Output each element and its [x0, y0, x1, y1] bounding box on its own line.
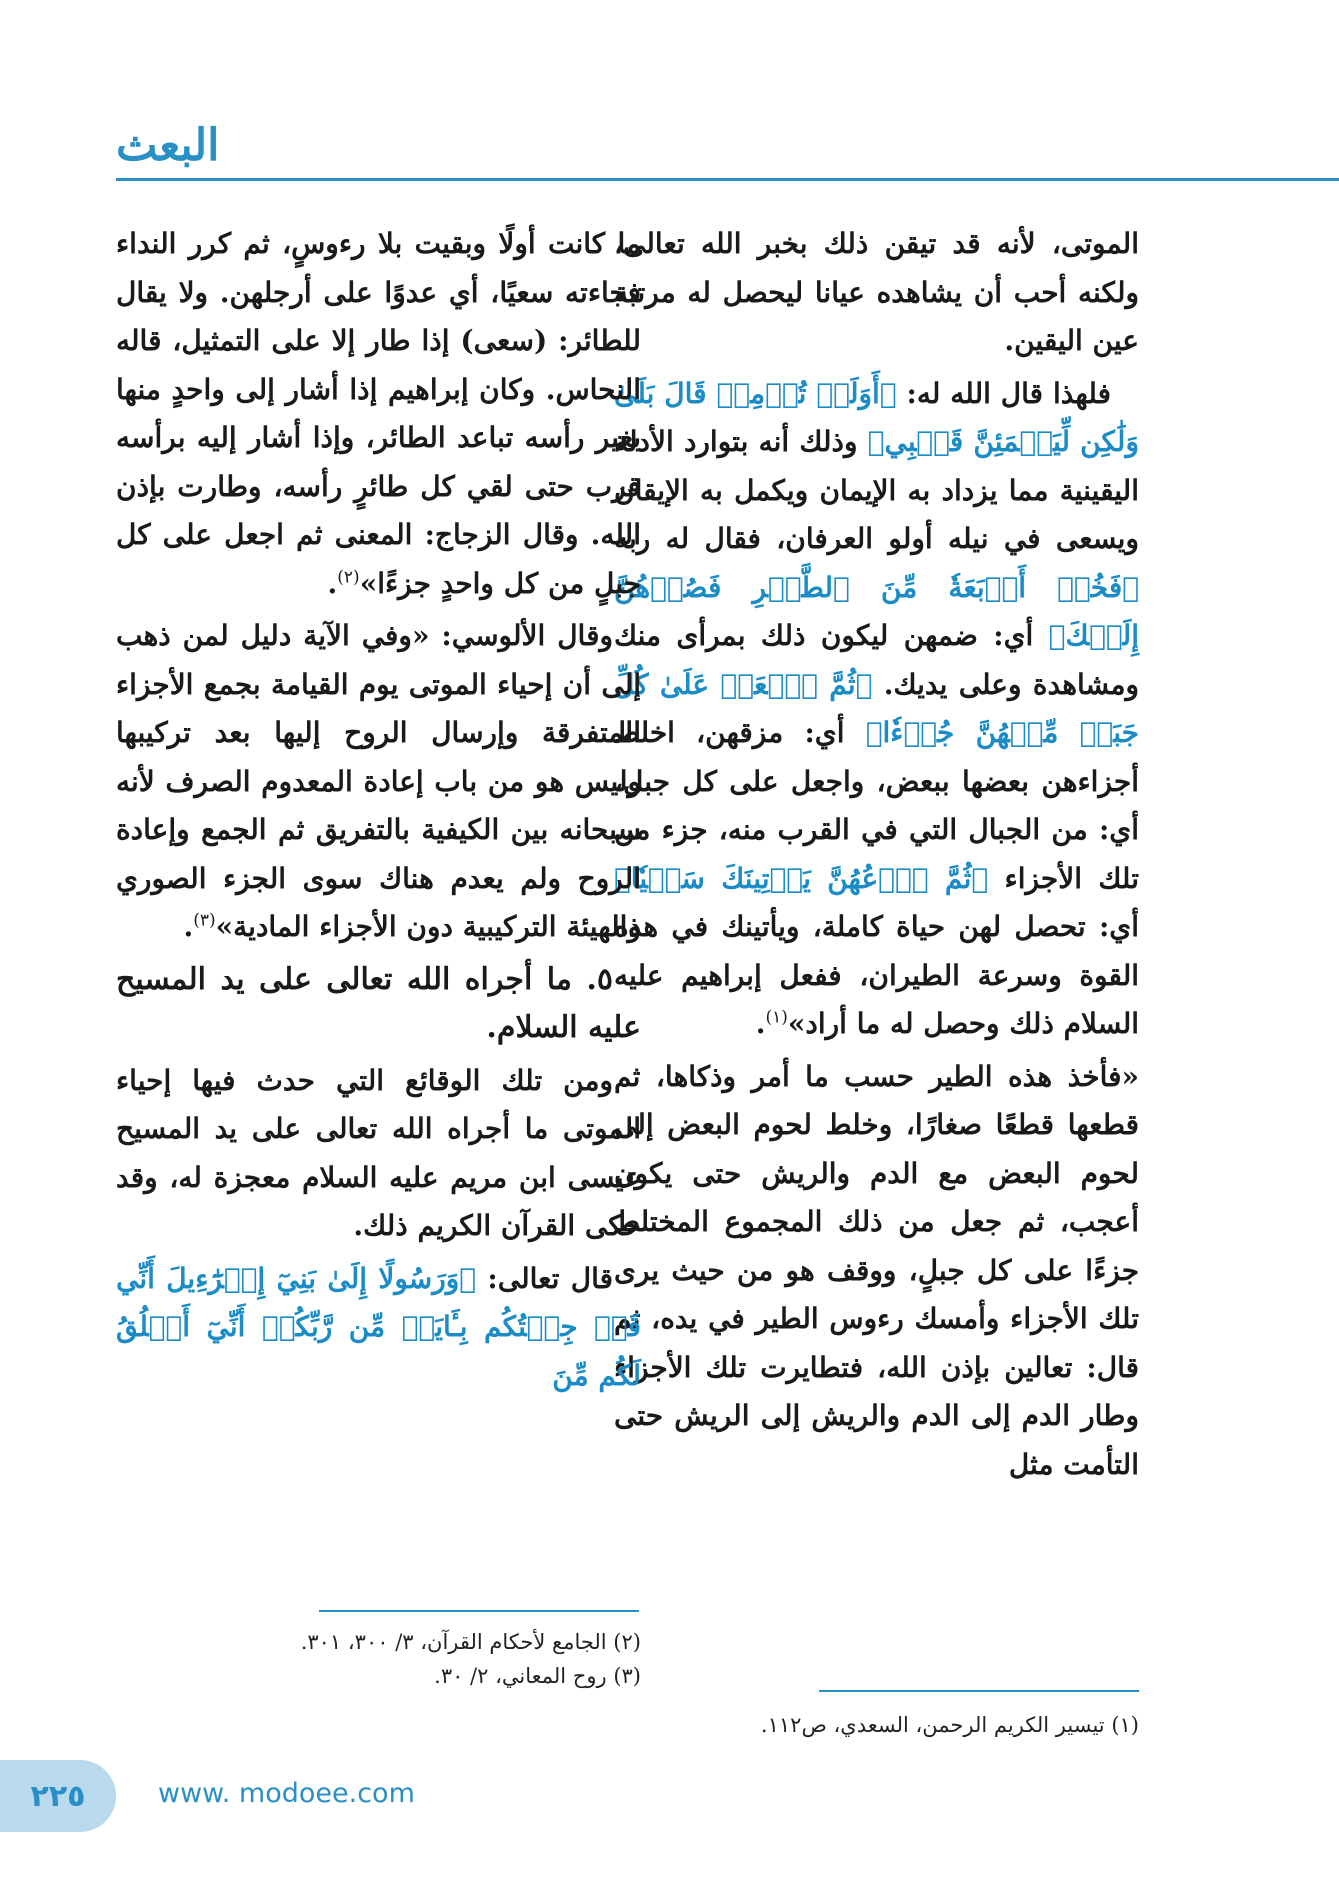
left-paragraph-4 [116, 1255, 641, 1401]
right-text-2a: فلهذا قال الله له: [896, 376, 1111, 410]
section-heading-5: ٥. ما أجراه الله تعالى على يد المسيح عليه السلام. [116, 961, 641, 1045]
footnote-3: (٣) روح المعاني، ٢/ ٣٠. [434, 1664, 641, 1688]
footnote-ref-3[interactable]: (٣) [193, 910, 216, 931]
footnote-1: (١) تيسير الكريم الرحمن، السعدي، ص١١٢. [760, 1713, 1139, 1737]
right-text-2c: أي: ضمهن ليكون ذلك بمرأى منك ومشاهدة وعلى يديك. [614, 619, 1139, 701]
left-paragraph-3: ومن تلك الوقائع التي حدث فيها إحياء الموتى ما أجراه الله تعالى على يد المسيح عيسى ابن مريم عليه السلام معجزة له، وقد حكى القرآن الكريم ذلك. [116, 1063, 641, 1242]
left-text-1a: ما كانت أولًا وبقيت بلا رءوسٍ، ثم كرر النداء فجاءته سعيًا، أي عدوًا على أرجلهن. ولا يقال للطائر: (سعى) إذا طار إلا على التمثيل، قاله النحاس. وكان إبراهيم إذا أشار إلى واحدٍ منها بغير رأسه تباعد الطائر، وإذا أشار إليه برأسه قرب حتى لقي كل طائرٍ رأسه، وطارت بإذن الله. وقال الزجاج: المعنى ثم اجعل على كل جبلٍ من كل واحدٍ جزءًا» [116, 227, 641, 600]
left-text-2b: . [183, 910, 194, 943]
right-paragraph-1: الموتى، لأنه قد تيقن ذلك بخبر الله تعالى، ولكنه أحب أن يشاهده عيانا ليحصل له مرتبة عين اليقين. [614, 227, 1139, 357]
footnote-ref-2[interactable]: (٢) [337, 567, 360, 588]
quran-verse-5: ﴿وَرَسُولًا إِلَىٰ بَنِيٓ إِسۡرَٰٓءِيلَ أَنِّي قَدۡ جِئۡتُكُم بِـَٔايَةٖ مِّن رَّبِّكُمۡ أَنِّيٓ أَخۡلُقُ لَكُم مِّنَ [116, 1261, 641, 1392]
left-text-4a: قال تعالى: [476, 1261, 613, 1295]
left-column [116, 220, 641, 1404]
quran-verse-4: ﴿ثُمَّ ٱدۡعُهُنَّ يَأۡتِينَكَ سَعۡيٗا﴾ [614, 861, 989, 895]
right-paragraph-2 [614, 370, 1139, 1049]
right-paragraph-3: «فأخذ هذه الطير حسب ما أمر وذكاها، ثم قطعها قطعًا صغارًا، وخلط لحوم البعض إلى لحوم البعض مع الدم والريش حتى يكون أعجب، ثم جعل من ذلك المجموع المختلط جزءًا على كل جبلٍ، ووقف هو من حيث يرى تلك الأجزاء وأمسك رءوس الطير في يده، ثم قال: تعالين بإذن الله، فتطايرت تلك الأجزاء وطار الدم إلى الدم والريش إلى الريش حتى التأمت مثل [614, 1059, 1139, 1481]
right-column [614, 220, 1139, 1493]
quran-verse-3: ﴿ثُمَّ ٱجۡعَلۡ عَلَىٰ كُلِّ جَبَلٖ مِّنۡهُنَّ جُزۡءٗا﴾ [614, 667, 1139, 749]
right-text-2f: . [755, 1007, 766, 1040]
footnote-ref-1[interactable]: (١) [765, 1007, 788, 1028]
quran-verse-2: ﴿فَخُذۡ أَرۡبَعَةٗ مِّنَ ٱلطَّيۡرِ فَصُرۡهُنَّ إِلَيۡكَ﴾ [614, 570, 1139, 652]
right-text-2b: وذلك أنه بتوارد الأدلة اليقينية مما يزداد به الإيمان ويكمل به الإيقان ويسعى في نيله أولو العرفان، فقال له ربه [614, 425, 1139, 555]
quran-verse-1: ﴿أَوَلَمۡ تُؤۡمِنۖ قَالَ بَلَىٰ وَلَٰكِن لِّيَطۡمَئِنَّ قَلۡبِي﴾ [614, 376, 1139, 458]
footnote-rule-left [319, 1610, 639, 1612]
site-url-link[interactable]: www. modoee.com [158, 1778, 415, 1809]
left-paragraph-2 [116, 612, 641, 952]
footnote-2: (٢) الجامع لأحكام القرآن، ٣/ ٣٠٠، ٣٠١. [300, 1630, 641, 1654]
left-text-1b: . [327, 566, 338, 600]
header-title: البعث [116, 120, 220, 171]
left-text-2a: وقال الألوسي: «وفي الآية دليل لمن ذهب إلى أن إحياء الموتى يوم القيامة بجمع الأجزاء المتفرقة وإرسال الروح إليها بعد تركيبها وليس هو من باب إعادة المعدوم الصرف لأنه سبحانه بين الكيفية بالتفريق ثم الجمع وإعادة الروح ولم يعدم هناك سوى الجزء الصوري والهيئة التركيبية دون الأجزاء المادية» [116, 619, 641, 943]
header-rule [116, 178, 1339, 181]
left-paragraph-1 [116, 220, 641, 608]
page-number-badge: ٢٢٥ [0, 1760, 116, 1832]
footnote-rule-right [819, 1690, 1139, 1692]
right-text-2e: أي: تحصل لهن حياة كاملة، ويأتينك في هذه القوة وسرعة الطيران، ففعل إبراهيم عليه السلام ذلك وحصل له ما أراد» [614, 910, 1139, 1040]
footnotes-right [614, 1708, 1139, 1742]
footnotes-left [116, 1625, 641, 1693]
right-text-2d: أي: مزقهن، اخلط أجزاءهن بعضها ببعض، واجعل على كل جبل، أي: من الجبال التي في القرب منه، جزء من تلك الأجزاء [614, 716, 1139, 895]
